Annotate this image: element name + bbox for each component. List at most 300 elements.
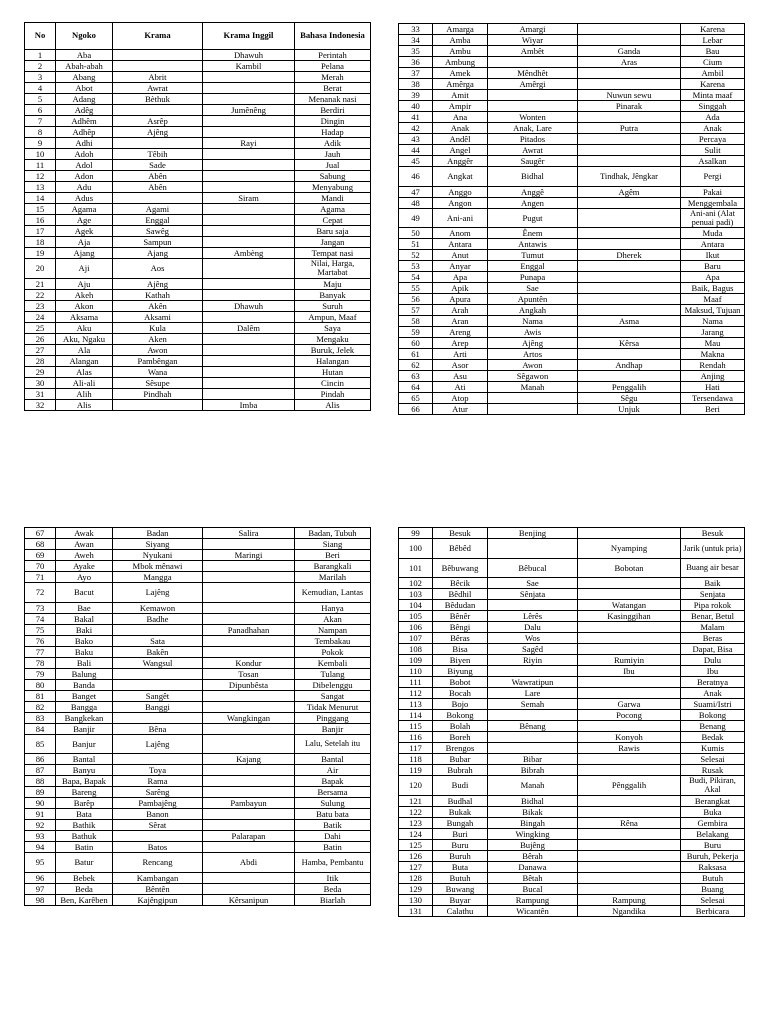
table-row [25,712,371,723]
cell-bahasa-indonesia: Ada [681,112,745,123]
cell-bahasa-indonesia: Anak [681,688,745,699]
cell-ngoko: Anom [433,228,488,239]
cell-no: 81 [25,690,56,701]
cell-krama: Bêbucal [488,558,578,578]
cell-ngoko: Bêdudan [433,600,488,611]
cell-bahasa-indonesia: Beda [295,883,371,894]
cell-bahasa-indonesia: Asalkan [681,156,745,167]
table-row [399,743,745,754]
cell-krama-inggil: Tosan [203,668,295,679]
cell-krama-inggil [578,795,681,806]
cell-krama-inggil: Agêm [578,186,681,197]
cell-krama-inggil [578,35,681,46]
cell-bahasa-indonesia: Badan, Tubuh [295,528,371,539]
cell-no: 6 [25,105,56,116]
table-row [399,404,745,415]
cell-ngoko: Batin [56,842,113,853]
table-row [25,248,371,259]
table-row [25,138,371,149]
cell-ngoko: Bacut [56,583,113,603]
cell-ngoko: Bebek [56,872,113,883]
cell-bahasa-indonesia: Beri [295,550,371,561]
cell-ngoko: Adus [56,193,113,204]
table-block-2 [398,23,744,415]
cell-krama: Enggal [113,215,203,226]
cell-ngoko: Bêbuwang [433,558,488,578]
cell-no: 15 [25,204,56,215]
cell-ngoko: Areng [433,327,488,338]
table-row [399,283,745,294]
cell-ngoko: Bocah [433,688,488,699]
cell-krama-inggil [203,127,295,138]
cell-krama-inggil [203,204,295,215]
table-row [399,68,745,79]
cell-bahasa-indonesia: Menyabung [295,182,371,193]
cell-bahasa-indonesia: Dibelenggu [295,679,371,690]
cell-bahasa-indonesia: Itik [295,872,371,883]
cell-ngoko: Alis [56,399,113,410]
cell-krama: Amêrgi [488,79,578,90]
cell-no: 117 [399,743,433,754]
cell-krama: Sata [113,635,203,646]
cell-krama: Bidhal [488,167,578,187]
cell-no: 11 [25,160,56,171]
table-row [25,182,371,193]
table-row [25,872,371,883]
table-row [399,861,745,872]
cell-no: 73 [25,602,56,613]
cell-no: 112 [399,688,433,699]
cell-bahasa-indonesia: Kembali [295,657,371,668]
cell-no: 29 [25,366,56,377]
table-row [25,226,371,237]
cell-ngoko: Batur [56,853,113,873]
cell-krama: Ênem [488,228,578,239]
cell-no: 72 [25,583,56,603]
table-row [399,633,745,644]
cell-ngoko: Asu [433,371,488,382]
cell-krama: Mbok mênawi [113,561,203,572]
cell-bahasa-indonesia: Bokong [681,710,745,721]
cell-ngoko: Anggo [433,186,488,197]
table-row [399,145,745,156]
cell-krama-inggil [203,215,295,226]
cell-no: 5 [25,94,56,105]
cell-krama-inggil: Panadhahan [203,624,295,635]
cell-ngoko: Boreh [433,732,488,743]
cell-bahasa-indonesia: Raksasa [681,861,745,872]
cell-krama: Mangga [113,572,203,583]
table-row [25,355,371,366]
cell-ngoko: Aku [56,322,113,333]
cell-no: 95 [25,853,56,873]
cell-no: 56 [399,294,433,305]
cell-no: 129 [399,883,433,894]
cell-krama: Pugut [488,208,578,228]
cell-no: 93 [25,831,56,842]
cell-krama: Asrêp [113,116,203,127]
cell-krama-inggil: Dherek [578,250,681,261]
cell-no: 76 [25,635,56,646]
cell-bahasa-indonesia: Apa [681,272,745,283]
cell-ngoko: Bapa, Bapak [56,776,113,787]
cell-krama: Kathah [113,289,203,300]
cell-krama: Nama [488,316,578,327]
cell-no: 77 [25,646,56,657]
cell-no: 27 [25,344,56,355]
cell-krama-inggil: Imba [203,399,295,410]
table-row [399,208,745,228]
cell-bahasa-indonesia: Pakai [681,186,745,197]
cell-krama-inggil [578,721,681,732]
cell-bahasa-indonesia: Mandi [295,193,371,204]
cell-ngoko: Budhal [433,795,488,806]
cell-krama: Wos [488,633,578,644]
table-row [25,572,371,583]
cell-ngoko: Balung [56,668,113,679]
cell-krama [488,600,578,611]
cell-krama [113,399,203,410]
cell-bahasa-indonesia: Minta maaf [681,90,745,101]
cell-bahasa-indonesia: Senjata [681,589,745,600]
cell-no: 89 [25,787,56,798]
cell-krama: Kajêngipun [113,894,203,905]
cell-no: 80 [25,679,56,690]
cell-ngoko: Awak [56,528,113,539]
table-row [399,872,745,883]
cell-krama-inggil [578,283,681,294]
cell-bahasa-indonesia: Air [295,765,371,776]
cell-ngoko: Aran [433,316,488,327]
table-row [399,316,745,327]
cell-krama: Awrat [113,83,203,94]
cell-bahasa-indonesia: Bantal [295,754,371,765]
cell-krama-inggil [578,79,681,90]
cell-no: 98 [25,894,56,905]
cell-krama: Bêna [113,723,203,734]
table-row [399,611,745,622]
cell-no: 44 [399,145,433,156]
cell-krama-inggil [203,583,295,603]
cell-no: 62 [399,360,433,371]
cell-bahasa-indonesia: Saya [295,322,371,333]
cell-ngoko: Bareng [56,787,113,798]
cell-no: 16 [25,215,56,226]
cell-krama: Riyin [488,655,578,666]
cell-bahasa-indonesia: Jarik (untuk pria) [681,539,745,559]
cell-krama-inggil [578,828,681,839]
cell-no: 96 [25,872,56,883]
cell-krama-inggil [203,83,295,94]
cell-krama-inggil [578,765,681,776]
cell-bahasa-indonesia: Banyak [295,289,371,300]
cell-no: 83 [25,712,56,723]
cell-krama: Wiyar [488,35,578,46]
table-row [25,657,371,668]
cell-bahasa-indonesia: Maksud, Tujuan [681,305,745,316]
cell-no: 20 [25,259,56,279]
cell-krama-inggil: Garwa [578,699,681,710]
cell-no: 125 [399,839,433,850]
table-row [25,344,371,355]
table-row [25,50,371,61]
cell-krama-inggil: Pinarak [578,101,681,112]
cell-krama: Enggal [488,261,578,272]
table-row [25,701,371,712]
cell-ngoko: Bokong [433,710,488,721]
cell-ngoko: Bathuk [56,831,113,842]
cell-no: 3 [25,72,56,83]
cell-bahasa-indonesia: Anjing [681,371,745,382]
cell-ngoko: Budi [433,776,488,796]
cell-ngoko: Ala [56,344,113,355]
cell-no: 19 [25,248,56,259]
cell-krama: Ajang [113,248,203,259]
cell-no: 34 [399,35,433,46]
cell-bahasa-indonesia: Jangan [295,237,371,248]
vocab-table [24,22,371,411]
cell-krama: Bucal [488,883,578,894]
cell-no: 48 [399,197,433,208]
cell-ngoko: Ali-ali [56,377,113,388]
cell-no: 59 [399,327,433,338]
cell-bahasa-indonesia: Siang [295,539,371,550]
table-row [25,679,371,690]
cell-no: 46 [399,167,433,187]
cell-krama-inggil [578,850,681,861]
cell-ngoko: Abot [56,83,113,94]
header-krama: Krama [113,23,203,50]
cell-krama-inggil [203,602,295,613]
cell-ngoko: Adhêm [56,116,113,127]
cell-krama-inggil [578,228,681,239]
cell-bahasa-indonesia: Buru [681,839,745,850]
cell-no: 26 [25,333,56,344]
cell-krama: Wana [113,366,203,377]
cell-krama-inggil [203,701,295,712]
cell-krama-inggil: Kasinggihan [578,611,681,622]
cell-ngoko: Banjir [56,723,113,734]
cell-krama-inggil: Konyoh [578,732,681,743]
cell-krama-inggil [203,344,295,355]
cell-no: 75 [25,624,56,635]
cell-krama-inggil [578,145,681,156]
cell-krama-inggil [578,112,681,123]
cell-no: 53 [399,261,433,272]
table-row [399,46,745,57]
cell-no: 87 [25,765,56,776]
table-row [399,294,745,305]
cell-ngoko: Banyu [56,765,113,776]
cell-bahasa-indonesia: Pipa rokok [681,600,745,611]
cell-no: 99 [399,528,433,539]
cell-no: 68 [25,539,56,550]
table-row [399,261,745,272]
cell-bahasa-indonesia: Hadap [295,127,371,138]
cell-krama [488,393,578,404]
table-row [25,646,371,657]
table-row [399,765,745,776]
cell-krama-inggil [578,371,681,382]
cell-no: 90 [25,798,56,809]
cell-bahasa-indonesia: Bersama [295,787,371,798]
cell-ngoko: Anggêr [433,156,488,167]
cell-bahasa-indonesia: Tidak Menurut [295,701,371,712]
cell-bahasa-indonesia: Jauh [295,149,371,160]
cell-krama-inggil [203,613,295,624]
cell-ngoko: Anyar [433,261,488,272]
cell-bahasa-indonesia: Butuh [681,872,745,883]
table-row [25,311,371,322]
cell-bahasa-indonesia: Akan [295,613,371,624]
cell-ngoko: Alangan [56,355,113,366]
cell-no: 24 [25,311,56,322]
cell-krama: Wonten [488,112,578,123]
cell-no: 47 [399,186,433,197]
cell-krama-inggil [578,633,681,644]
cell-no: 102 [399,578,433,589]
cell-no: 78 [25,657,56,668]
cell-no: 1 [25,50,56,61]
cell-no: 101 [399,558,433,578]
cell-krama: Sênjata [488,589,578,600]
table-row [25,399,371,410]
cell-no: 69 [25,550,56,561]
cell-krama [113,624,203,635]
table-row [25,149,371,160]
cell-krama [113,193,203,204]
table-row [399,360,745,371]
cell-ngoko: Aju [56,278,113,289]
table-row [25,83,371,94]
cell-no: 30 [25,377,56,388]
cell-krama: Pindhah [113,388,203,399]
cell-bahasa-indonesia: Pelana [295,61,371,72]
table-row [399,828,745,839]
cell-krama: Sêsupe [113,377,203,388]
cell-ngoko: Apa [433,272,488,283]
cell-krama-inggil [578,622,681,633]
cell-ngoko: Bêcik [433,578,488,589]
cell-bahasa-indonesia: Batin [295,842,371,853]
cell-ngoko: Bêras [433,633,488,644]
cell-ngoko: Bata [56,809,113,820]
cell-bahasa-indonesia: Benang [681,721,745,732]
cell-krama-inggil [203,690,295,701]
table-row [25,61,371,72]
cell-no: 17 [25,226,56,237]
cell-krama: Artos [488,349,578,360]
cell-no: 28 [25,355,56,366]
cell-no: 32 [25,399,56,410]
table-row [399,666,745,677]
cell-krama-inggil: Bobotan [578,558,681,578]
cell-no: 52 [399,250,433,261]
cell-krama-inggil [578,872,681,883]
cell-krama-inggil [578,239,681,250]
cell-no: 119 [399,765,433,776]
table-row [399,35,745,46]
cell-krama [488,90,578,101]
cell-krama: Ambêt [488,46,578,57]
table-row [399,134,745,145]
cell-krama: Sangêt [113,690,203,701]
cell-ngoko: Bangkekan [56,712,113,723]
cell-bahasa-indonesia: Makna [681,349,745,360]
table-row [399,101,745,112]
cell-no: 85 [25,734,56,754]
table-block-4 [398,527,744,917]
table-row [25,831,371,842]
cell-krama: Abên [113,182,203,193]
cell-no: 124 [399,828,433,839]
cell-ngoko: Bolah [433,721,488,732]
cell-krama-inggil [203,149,295,160]
cell-krama-inggil: Siram [203,193,295,204]
cell-no: 45 [399,156,433,167]
cell-no: 118 [399,754,433,765]
cell-ngoko: Adang [56,94,113,105]
cell-krama-inggil [578,578,681,589]
cell-bahasa-indonesia: Rusak [681,765,745,776]
table-row [399,156,745,167]
cell-no: 67 [25,528,56,539]
table-row [25,105,371,116]
cell-bahasa-indonesia: Perintah [295,50,371,61]
cell-no: 74 [25,613,56,624]
cell-krama: Batos [113,842,203,853]
cell-no: 131 [399,905,433,916]
cell-krama [113,105,203,116]
cell-bahasa-indonesia: Sulung [295,798,371,809]
cell-bahasa-indonesia: Buruh, Pekerja [681,850,745,861]
cell-krama-inggil [578,156,681,167]
cell-bahasa-indonesia: Ambil [681,68,745,79]
cell-krama-inggil [578,861,681,872]
cell-krama: Lajêng [113,734,203,754]
table-row [25,798,371,809]
cell-krama-inggil: Ibu [578,666,681,677]
table-row [399,123,745,134]
cell-krama-inggil: Maringi [203,550,295,561]
cell-no: 61 [399,349,433,360]
table-row [399,699,745,710]
cell-krama [113,679,203,690]
cell-ngoko: Ajang [56,248,113,259]
cell-no: 100 [399,539,433,559]
table-row [25,776,371,787]
cell-krama-inggil [578,883,681,894]
cell-bahasa-indonesia: Budi, Pikiran, Akal [681,776,745,796]
cell-ngoko: Amarga [433,24,488,35]
cell-bahasa-indonesia: Malam [681,622,745,633]
cell-no: 127 [399,861,433,872]
cell-bahasa-indonesia: Menggembala [681,197,745,208]
header-no: No [25,23,56,50]
table-block-1 [24,22,370,411]
cell-bahasa-indonesia: Adik [295,138,371,149]
cell-bahasa-indonesia: Biarlah [295,894,371,905]
cell-ngoko: Aja [56,237,113,248]
cell-ngoko: Akon [56,300,113,311]
table-row [25,853,371,873]
cell-bahasa-indonesia: Alis [295,399,371,410]
cell-ngoko: Antara [433,239,488,250]
cell-krama-inggil [578,589,681,600]
cell-krama: Sêgawon [488,371,578,382]
cell-krama-inggil [203,820,295,831]
table-row [25,116,371,127]
